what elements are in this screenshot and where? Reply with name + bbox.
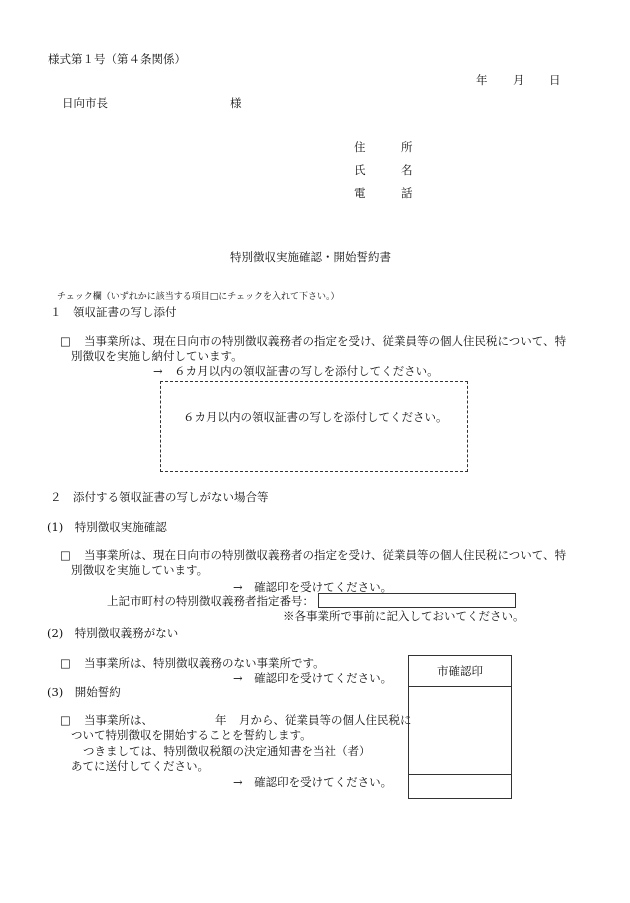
sub3-year-label: 年 [215, 713, 227, 727]
seal-divider-top [409, 686, 511, 687]
address-label-2: 所 [401, 140, 413, 154]
registration-number-field[interactable] [318, 593, 516, 608]
date-year-label: 年 [476, 73, 488, 87]
sub1-heading: (1) 特別徴収実施確認 [47, 520, 167, 534]
sub3-heading: (3) 開始誓約 [47, 685, 121, 699]
phone-label-1: 電 [354, 186, 366, 200]
section1-arrow-text: → ６カ月以内の領収証書の写しを添付してください。 [153, 364, 439, 378]
sub1-text-line2: 別徴収を実施しています。 [71, 563, 209, 577]
section1-heading: １ 領収証書の写し添付 [50, 305, 177, 319]
sub2-checkbox[interactable]: □ [60, 656, 71, 670]
sub2-heading: (2) 特別徴収義務がない [47, 626, 179, 640]
address-label-1: 住 [354, 140, 366, 154]
sub1-arrow-text: → 確認印を受けてください。 [233, 580, 393, 594]
sub3-text-line1-a: 当事業所は、 [84, 713, 153, 727]
date-day-label: 日 [549, 73, 561, 87]
seal-divider-bottom [409, 774, 511, 775]
name-label-2: 名 [401, 163, 413, 177]
city-seal-box [408, 655, 512, 799]
receipt-box-text: ６カ月以内の領収証書の写しを添付してください。 [183, 410, 448, 424]
section2-heading: ２ 添付する領収証書の写しがない場合等 [50, 490, 269, 504]
sub1-text-line1: 当事業所は、現在日向市の特別徴収義務者の指定を受け、従業員等の個人住民税について、特 [84, 548, 567, 562]
document-title: 特別徴収実施確認・開始誓約書 [230, 250, 391, 264]
check-instruction: チェック欄（いずれかに該当する項目□にチェックを入れて下さい。） [57, 292, 340, 302]
section1-checkbox[interactable]: □ [60, 334, 71, 348]
sub3-checkbox[interactable]: □ [60, 713, 71, 727]
section1-text-line1: 当事業所は、現在日向市の特別徴収義務者の指定を受け、従業員等の個人住民税について、特 [84, 334, 567, 348]
section1-text-line2: 別徴収を実施し納付しています。 [71, 349, 243, 363]
addressee: 日向市長 [62, 96, 108, 110]
phone-label-2: 話 [401, 186, 413, 200]
registration-note: ※各事業所で事前に記入しておいてください。 [283, 609, 525, 623]
sub3-text-line3: つきましては、特別徴収税額の決定通知書を当社（者） [83, 744, 371, 758]
sub1-checkbox[interactable]: □ [60, 548, 71, 562]
honorific: 様 [230, 96, 242, 110]
registration-number-label: 上記市町村の特別徴収義務者指定番号： [107, 594, 314, 608]
sub3-text-line1-b: 月から、従業員等の個人住民税に [239, 713, 412, 727]
form-number: 様式第１号（第４条関係） [48, 52, 186, 66]
city-seal-title: 市確認印 [437, 664, 483, 678]
sub2-text: 当事業所は、特別徴収義務のない事業所です。 [84, 656, 325, 670]
sub2-arrow-text: → 確認印を受けてください。 [233, 671, 393, 685]
name-label-1: 氏 [354, 163, 366, 177]
sub3-arrow-text: → 確認印を受けてください。 [233, 775, 393, 789]
receipt-attachment-box [160, 381, 468, 472]
date-month-label: 月 [513, 73, 525, 87]
sub3-text-line4: あてに送付してください。 [71, 759, 209, 773]
sub3-text-line2: ついて特別徴収を開始することを誓約します。 [71, 728, 312, 742]
